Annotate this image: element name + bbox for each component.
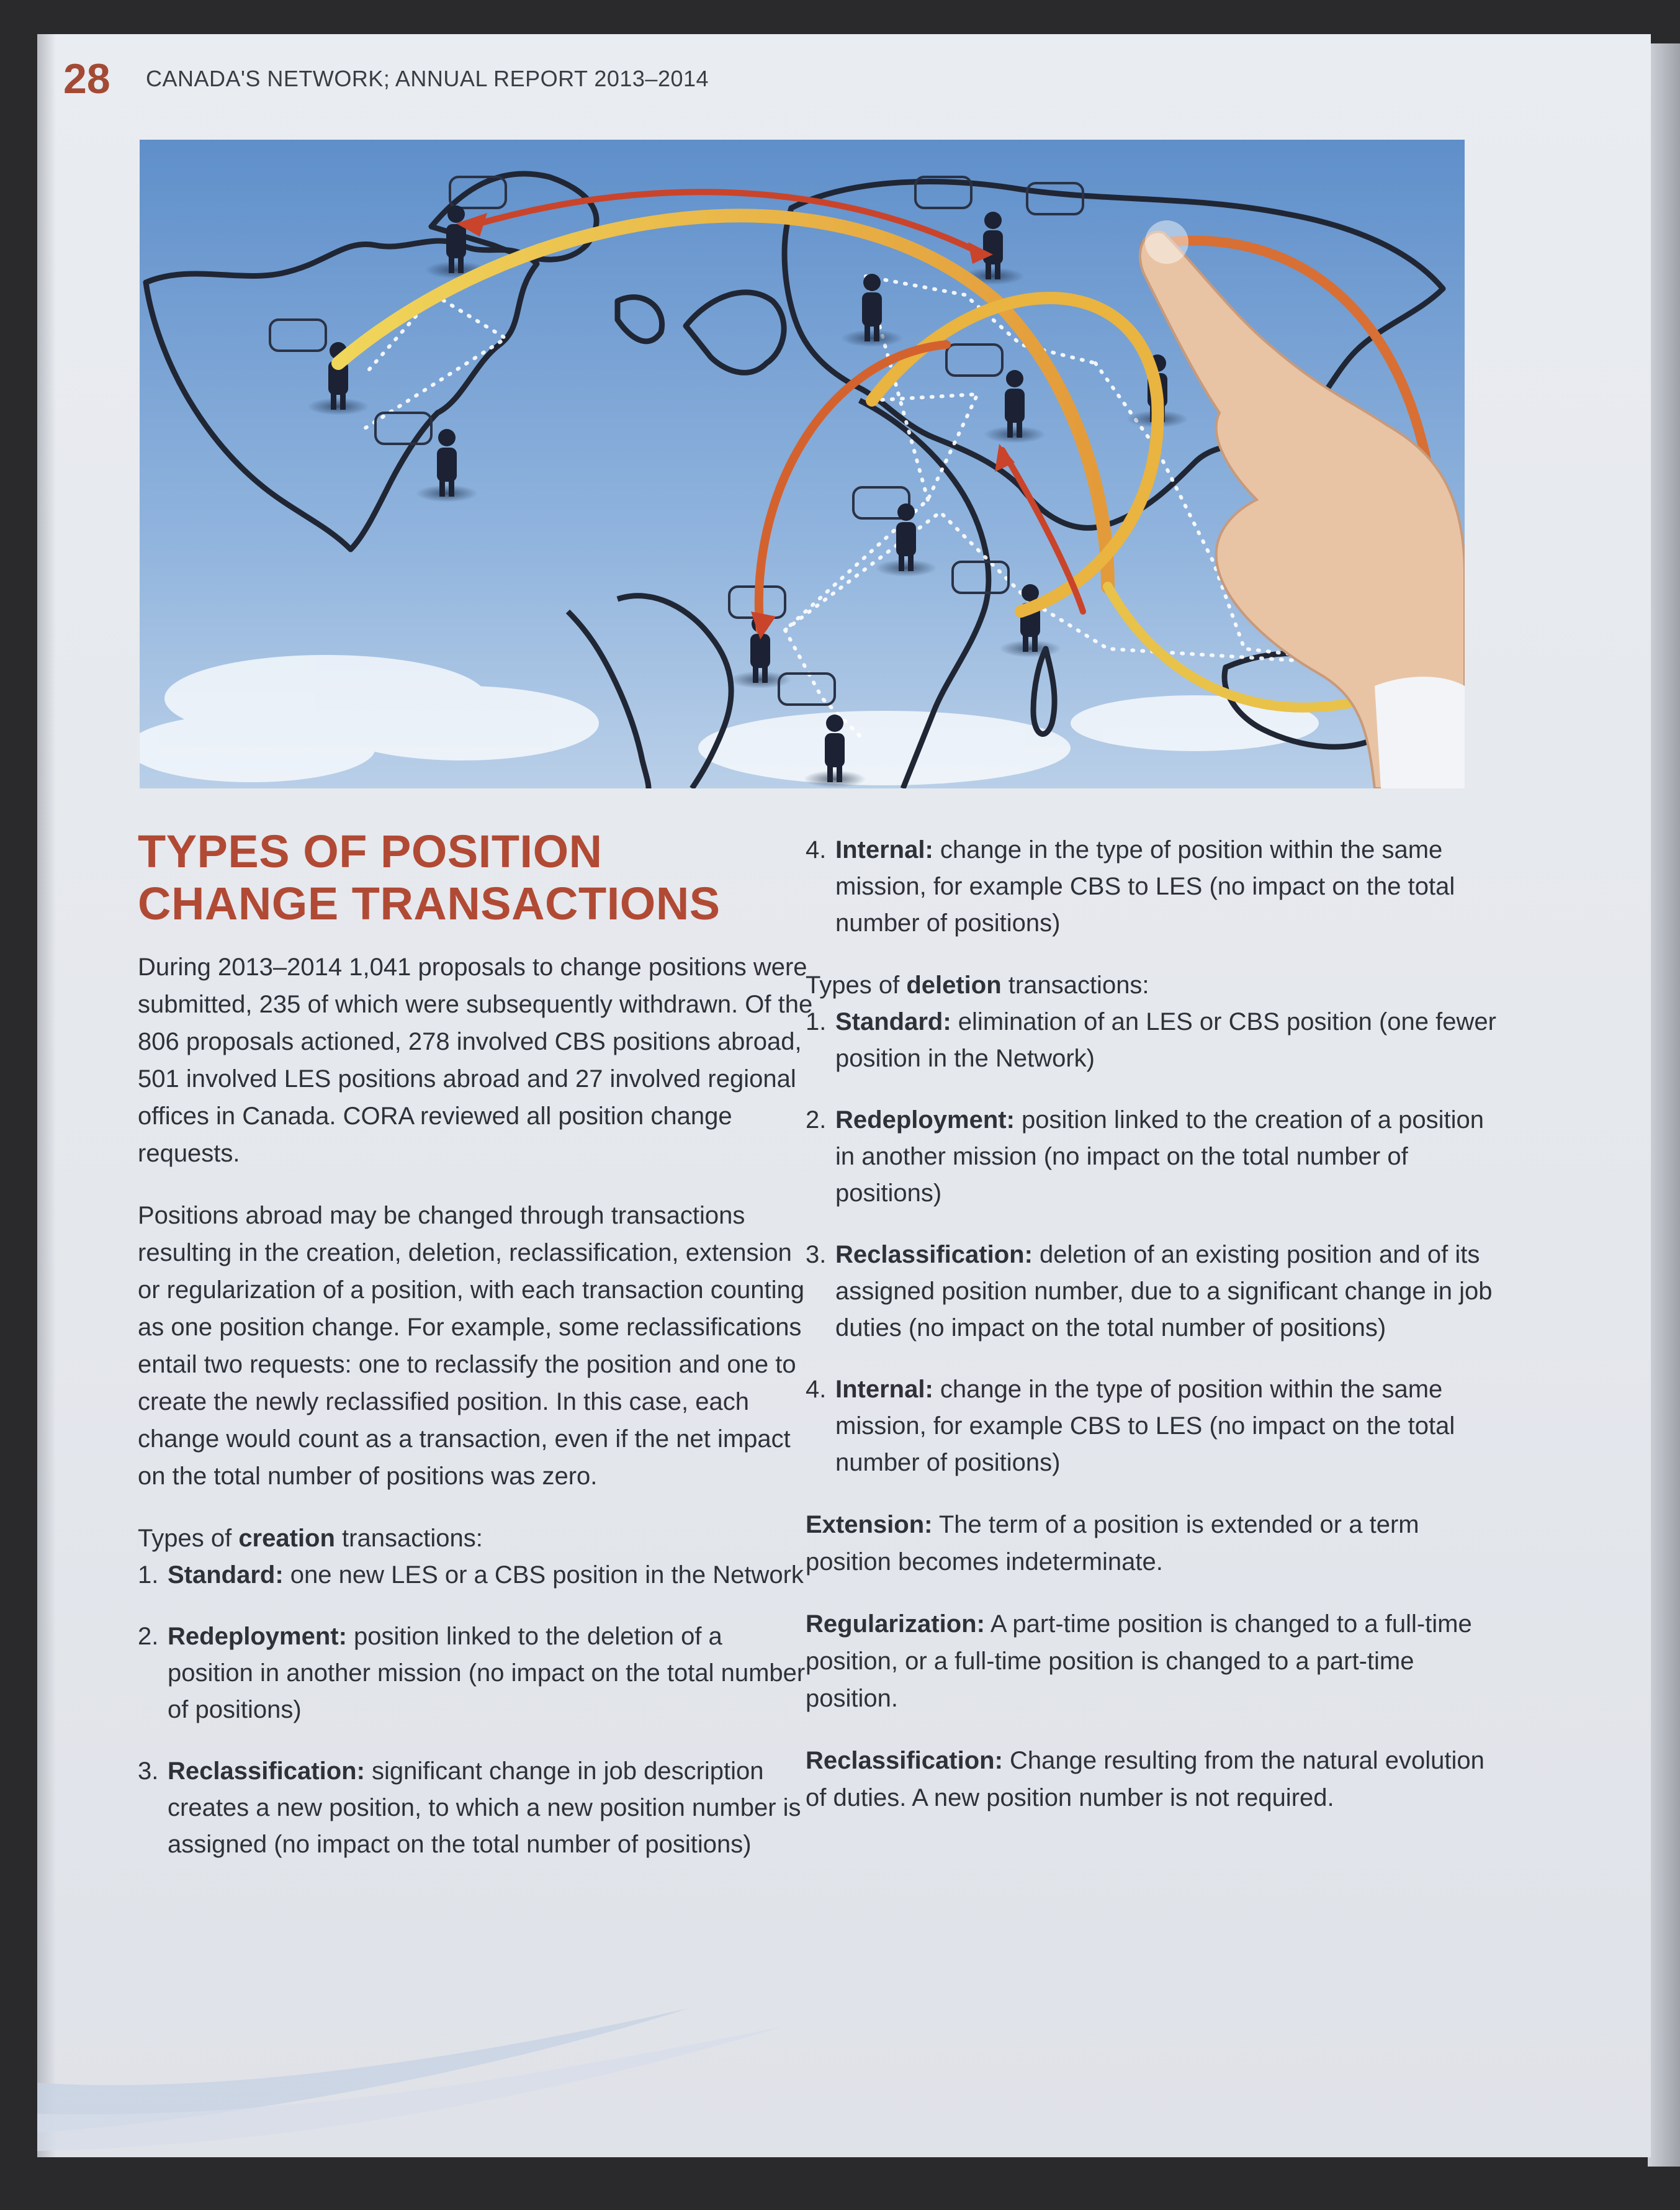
creation-types-list-continued: [806, 832, 1507, 942]
list-item: 2. Redeployment: position linked to the creation of a position in another mission (no impact on the total number of positions): [806, 1106, 1484, 1207]
deletion-types-heading: Types of deletion transactions:: [806, 972, 1149, 999]
section-title-line2: CHANGE TRANSACTIONS: [138, 878, 721, 929]
deletion-types-list: [806, 1004, 1507, 1481]
section-title-line1: TYPES OF POSITION: [138, 826, 603, 877]
list-item: 3. Reclassification: significant change in job description creates a new position, to which a new position number is assigned (no impact on the total number of positions): [138, 1757, 801, 1858]
definition-regularization: Regularization: A part-time position is changed to a full-time position, or a full-time position is changed to a part-time position.: [806, 1610, 1472, 1712]
list-item: 3. Reclassification: deletion of an existing position and of its assigned position number, due to a significant change in job duties (no impact on the total number of positions): [806, 1241, 1493, 1342]
binding-shadow: [37, 34, 56, 2157]
creation-types-list: [138, 1557, 814, 1863]
intro-paragraph: During 2013–2014 1,041 proposals to change positions were submitted, 235 of which were subsequently withdrawn. Of the 806 proposals actioned, 278 involved CBS positions abroad, 501 involved LES positions abroad and 27 involved regional offices in Canada. CORA reviewed all position change requests.: [138, 954, 813, 1167]
world-map-icon: [140, 140, 1465, 788]
list-item: 4. Internal: change in the type of position within the same mission, for example CBS to LES (no impact on the total number of positions): [806, 836, 1455, 937]
decorative-swoosh: [37, 1934, 844, 2157]
list-item: 4. Internal: change in the type of position within the same mission, for example CBS to LES (no impact on the total number of positions): [806, 1376, 1455, 1476]
page-number: 28: [63, 55, 110, 102]
list-item: 2. Redeployment: position linked to the deletion of a position in another mission (no impact on the total number of positions): [138, 1623, 806, 1723]
definition-reclassification: Reclassification: Change resulting from the natural evolution of duties. A new position number is not required.: [806, 1747, 1485, 1811]
left-column: [138, 826, 814, 1863]
page-edge: [1648, 43, 1680, 2167]
network-map-illustration: [140, 140, 1465, 788]
definition-extension: Extension: The term of a position is extended or a term position becomes indeterminate.: [806, 1511, 1419, 1576]
creation-types-heading: Types of creation transactions:: [138, 1525, 483, 1552]
section-title: [138, 826, 814, 930]
explanation-paragraph: Positions abroad may be changed through transactions resulting in the creation, deletion, reclassification, extension or regularization of a position, with each transaction counting as one position change. For example, some reclassifications entail two requests: one to reclassify the position and one to create the newly reclassified position. In this case, each change would count as a transaction, even if the net impact on the total number of positions was zero.: [138, 1202, 804, 1490]
right-column: [806, 832, 1507, 1816]
list-item: 1. Standard: elimination of an LES or CBS position (one fewer position in the Network): [806, 1008, 1496, 1072]
definitions: [806, 1506, 1507, 1816]
list-item: 1. Standard: one new LES or a CBS position in the Network: [138, 1561, 804, 1589]
running-head: CANADA'S NETWORK; ANNUAL REPORT 2013–2014: [146, 66, 709, 91]
